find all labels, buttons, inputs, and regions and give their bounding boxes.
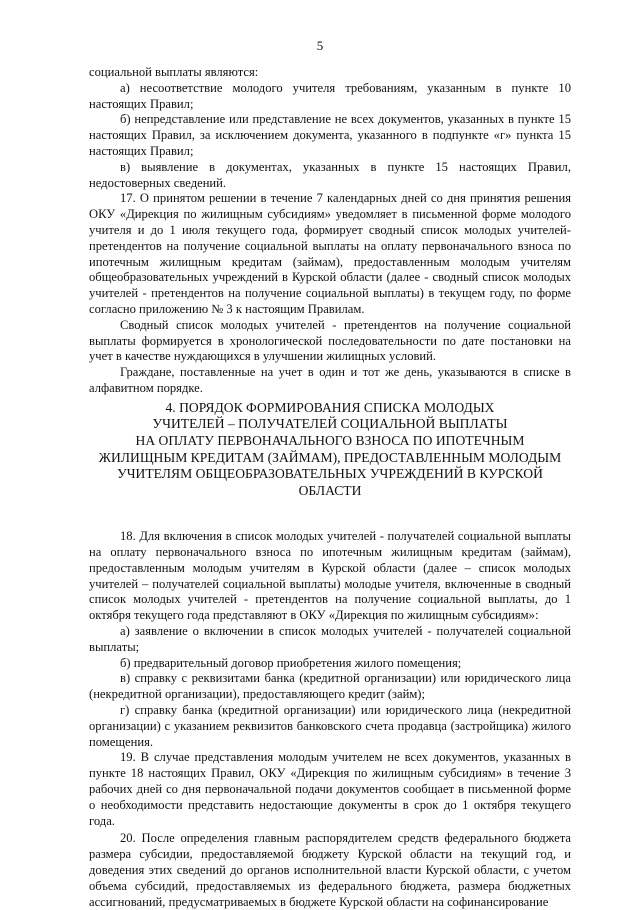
page-number: 5 [316, 38, 324, 53]
heading-line: УЧИТЕЛЕЙ – ПОЛУЧАТЕЛЕЙ СОЦИАЛЬНОЙ ВЫПЛАТЫ [152, 416, 508, 432]
paragraph-lead: социальной выплаты являются: [89, 65, 259, 79]
page-content [89, 65, 571, 910]
paragraph-summary-list: Сводный список молодых учителей - претендентов на получение социальной выплаты формируется в хронологической последовательности по дате постановки на учет в качестве нуждающихся в улучшении жилищных условий. [89, 317, 571, 364]
paragraph-19: 19. В случае представления молодым учителем не всех документов, указанных в пункте 18 настоящих Правил, ОКУ «Дирекция по жилищным субсидиям» в течение 3 рабочих дней со дня первоначальной подачи документов сообщает в письменной форме о необходимости представить недостающие документы в срок до 1 октября текущего года. [89, 750, 571, 828]
section-spacer [89, 499, 571, 529]
paragraph-item-v: в) выявление в документах, указанных в пункте 15 настоящих Правил, недостоверных сведений. [89, 159, 571, 190]
paragraph-18-item-b: б) предварительный договор приобретения жилого помещения; [120, 655, 462, 670]
paragraph-item-b: б) непредставление или представление не всех документов, указанных в пункте 15 настоящих Правил, за исключением документа, указанного в подпункте «г» пункта 15 настоящих Правил; [89, 112, 571, 158]
paragraph-18-item-g: г) справку банка (кредитной организации) или юридического лица (некредитной организации) с указанием реквизитов банковского счета продавца (застройщика) жилого помещения. [89, 703, 571, 749]
heading-line: НА ОПЛАТУ ПЕРВОНАЧАЛЬНОГО ВЗНОСА ПО ИПОТЕЧНЫМ [135, 432, 525, 448]
paragraph-18-item-v: в) справку с реквизитами банка (кредитной организации) или юридического лица (некредитной организации), предоставляющего кредит (займ); [89, 671, 571, 702]
paragraph-17: 17. О принятом решении в течение 7 календарных дней со дня принятия решения ОКУ «Дирекция по жилищным субсидиям» уведомляет в письменной форме молодого учителя и до 1 июля текущего года, формирует сводный список молодых учителей-претендентов на получение социальной выплаты на оплату первоначального взноса по ипотечным жилищным кредитам (займам), предоставленным молодым учителям общеобразовательных учреждений в Курской области (далее - сводный список молодых учителей - претендентов на получение социальной выплаты) в текущем году, по форме согласно приложению № 3 к настоящим Правилам. [89, 191, 571, 316]
heading-line: 4. ПОРЯДОК ФОРМИРОВАНИЯ СПИСКА МОЛОДЫХ [165, 399, 495, 415]
paragraph-item-a: а) несоответствие молодого учителя требованиям, указанным в пункте 10 настоящих Правил; [89, 80, 571, 111]
heading-line: ЖИЛИЩНЫМ КРЕДИТАМ (ЗАЙМАМ), ПРЕДОСТАВЛЕННЫМ МОЛОДЫМ [98, 449, 562, 465]
paragraph-citizens-order: Граждане, поставленные на учет в один и тот же день, указываются в списке в алфавитном порядке. [89, 365, 571, 395]
paragraph-18-item-a: а) заявление о включении в список молодых учителей - получателей социальной выплаты; [89, 624, 571, 654]
section-4-heading [89, 400, 571, 500]
paragraph-18: 18. Для включения в список молодых учителей - получателей социальной выплаты на оплату первоначального взноса по ипотечным жилищным кредитам (займам), предоставленным молодым учителям в Курской области (далее – список молодых учителей – получателей социальной выплаты) молодые учителя, включенные в сводный список молодых учителей - претендентов на получение социальной выплаты, до 1 октября текущего года представляют в ОКУ «Дирекция по жилищным субсидиям»: [89, 529, 571, 623]
heading-line: УЧИТЕЛЯМ ОБЩЕОБРАЗОВАТЕЛЬНЫХ УЧРЕЖДЕНИЙ В КУРСКОЙ ОБЛАСТИ [117, 466, 543, 498]
paragraph-20: 20. После определения главным распорядителем средств федерального бюджета размера субсидии, предоставляемой бюджету Курской области на текущий год, и доведения этих сведений до органов исполнительной власти Курской области, с учетом объема субсидий, предоставляемых из федерального бюджета, размера бюджетных ассигнований, предусматриваемых в бюджете Курской области на софинансирование [89, 831, 571, 909]
